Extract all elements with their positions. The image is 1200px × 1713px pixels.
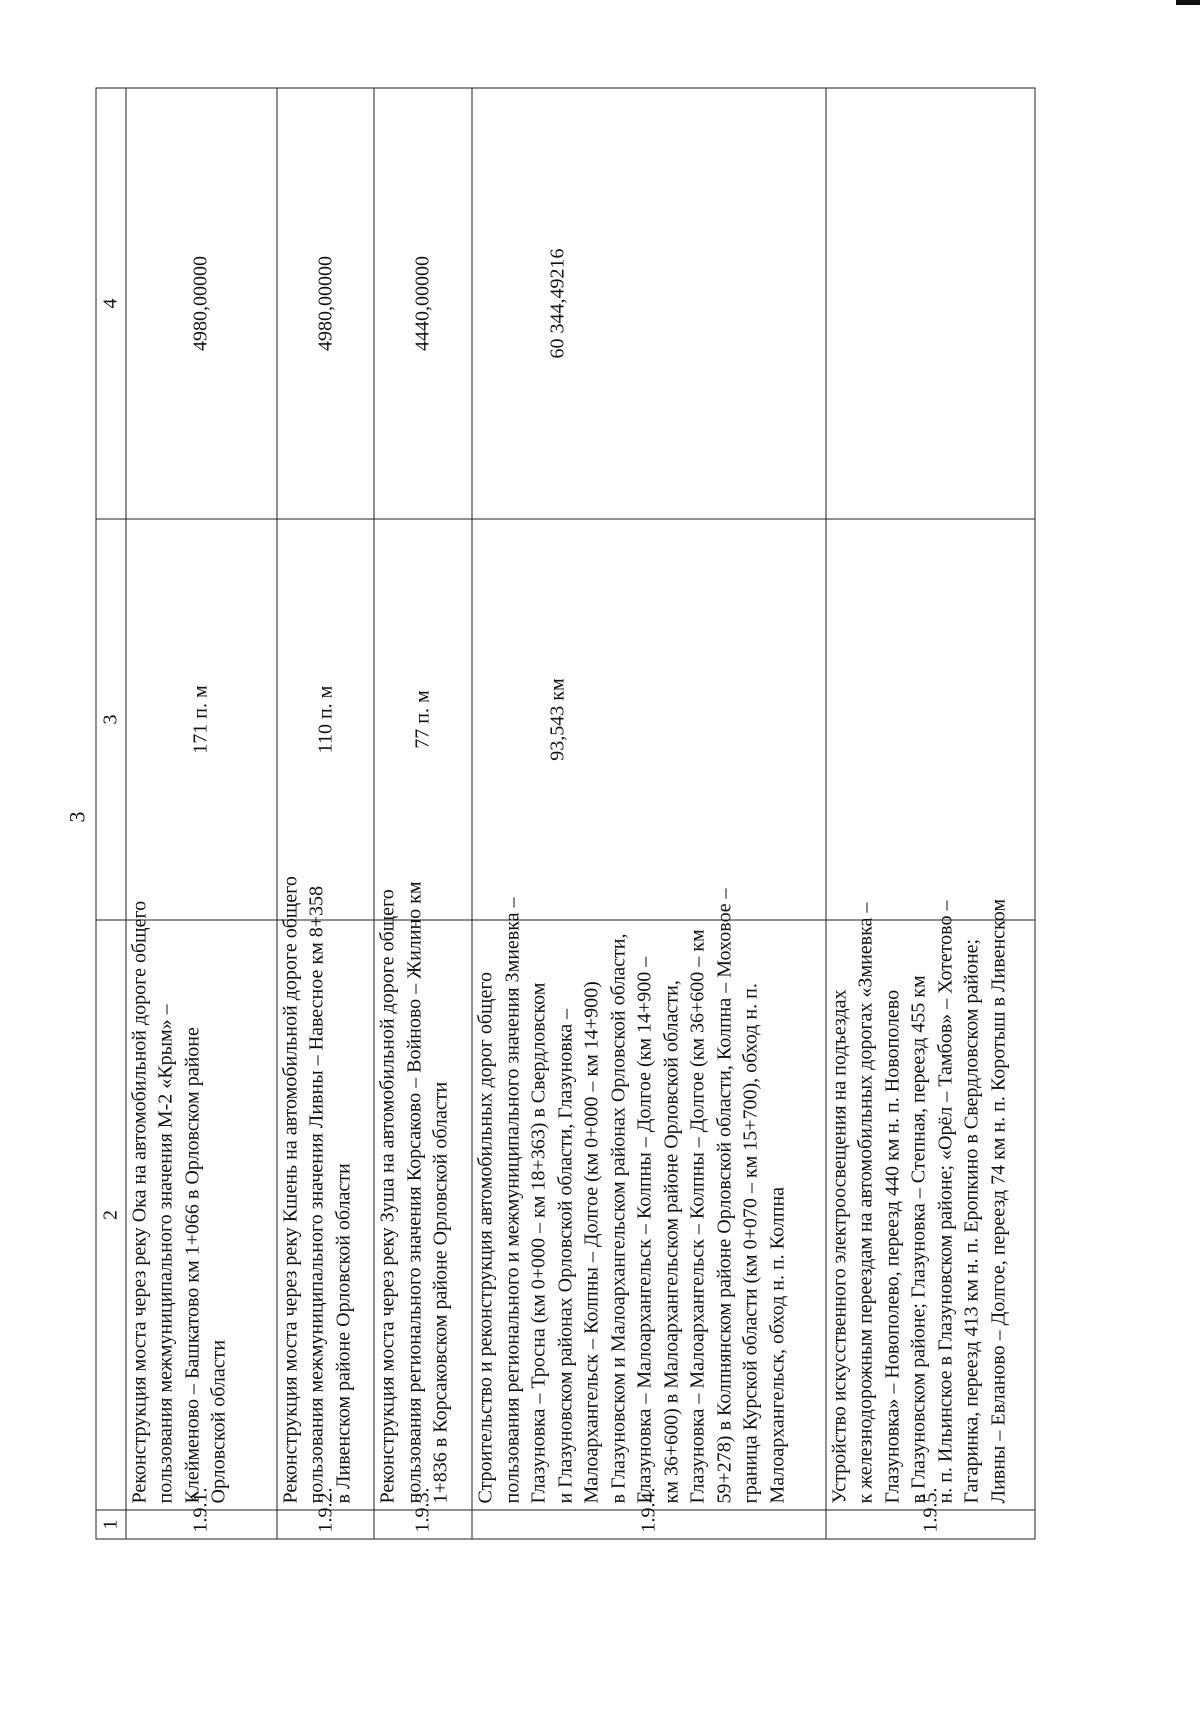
table-row bbox=[472, 88, 826, 1539]
description-line: Орловской области bbox=[207, 1339, 230, 1503]
row-amount: 4980,00000 bbox=[125, 88, 276, 519]
description-line: Малоархангельск, обход н. п. Колпна bbox=[765, 1186, 788, 1503]
row-length: 110 п. м bbox=[276, 519, 374, 920]
description-line: 1+836 в Корсаковском районе Орловской области bbox=[429, 1081, 452, 1503]
description-line: в Глазуновском и Малоархангельском районах Орловской области, bbox=[606, 933, 629, 1503]
row-number: 1.9.2. bbox=[276, 1510, 374, 1539]
row-number: 1.9.1. bbox=[125, 1510, 276, 1539]
description-line: и Глазуновском районах Орловской области, Глазуновка – bbox=[553, 1008, 576, 1503]
description-line: Глазуновка – Малоархангельск – Колпны – Долгое (км 36+600 – км bbox=[686, 928, 708, 1503]
row-amount: 4440,00000 bbox=[374, 88, 472, 519]
description-line: Устройство искусственного электроосвещения на подъездах bbox=[827, 989, 850, 1503]
header-col-4: 4 bbox=[96, 88, 126, 519]
description-line: пользования межмуниципального значения Ливны – Навесное км 8+358 bbox=[305, 885, 328, 1503]
row-description bbox=[374, 880, 472, 1510]
description-line: Реконструкция моста через реку Кшень на автомобильной дороге общего bbox=[278, 875, 301, 1503]
description-line: Глазуновка – Тросна (км 0+000 – км 18+363) в Свердловском bbox=[527, 982, 549, 1503]
description-line: к железнодорожным переездам на автомобильных дорогах «Змиевка – bbox=[854, 902, 877, 1503]
page-number: 3 bbox=[64, 811, 90, 823]
description-line: пользования регионального значения Корсаково – Войново – Жилино км bbox=[402, 880, 425, 1503]
row-length: 93,543 км bbox=[472, 519, 826, 920]
row-description bbox=[825, 898, 1034, 1510]
row-description bbox=[276, 875, 374, 1510]
description-line: Строительство и реконструкция автомобильных дорог общего bbox=[474, 971, 496, 1503]
header-row bbox=[96, 88, 126, 1539]
row-length: 171 п. м bbox=[125, 519, 276, 920]
header-col-1: 1 bbox=[96, 1510, 126, 1539]
row-number: 1.9.3. bbox=[374, 1510, 472, 1539]
description-line: Реконструкция моста через реку Зуша на автомобильной дороге общего bbox=[376, 888, 399, 1503]
description-line: в Ливенском районе Орловской области bbox=[331, 1162, 354, 1503]
projects-table bbox=[95, 87, 1035, 1539]
row-description bbox=[472, 887, 826, 1510]
description-line: пользования межмуниципального значения М-2 «Крым» – bbox=[154, 1003, 177, 1503]
table-row bbox=[374, 88, 472, 1539]
description-line: Клейменово – Башкатово км 1+066 в Орловском районе bbox=[180, 1026, 203, 1503]
description-line: 59+278) в Колпнянском районе Орловской области, Колпна – Моховое – bbox=[712, 887, 735, 1503]
row-description bbox=[125, 900, 276, 1510]
row-number: 1.9.4. bbox=[472, 1510, 826, 1539]
row-amount bbox=[825, 88, 1034, 519]
header-col-2: 2 bbox=[96, 920, 126, 1510]
description-line: Гагаринка, переезд 413 км н. п. Еропкино в Свердловском районе; bbox=[960, 938, 983, 1503]
description-line: Малоархангельск – Колпны – Долгое (км 0+000 – км 14+900) bbox=[580, 980, 602, 1503]
description-line: Реконструкция моста через реку Ока на автомобильной дороге общего bbox=[127, 900, 150, 1503]
row-length: 77 п. м bbox=[374, 519, 472, 920]
rotated-table-wrapper bbox=[95, 88, 1035, 1539]
row-length bbox=[825, 519, 1034, 920]
scan-edge-mark bbox=[1176, 0, 1200, 5]
table-row bbox=[276, 88, 374, 1539]
table-row bbox=[125, 88, 276, 1539]
description-line: в Глазуновском районе; Глазуновка – Степная, переезд 455 км bbox=[907, 974, 930, 1503]
description-line: пользования регионального и межмуниципального значения Змиевка – bbox=[500, 896, 523, 1503]
description-line: Ливны – Евланово – Долгое, переезд 74 км н. п. Коротыш в Ливенском bbox=[986, 898, 1009, 1503]
table-row bbox=[825, 88, 1034, 1539]
row-amount: 4980,00000 bbox=[276, 88, 374, 519]
description-line: н. п. Ильинское в Глазуновском районе; «Орёл – Тамбов» – Хотетово – bbox=[933, 900, 956, 1503]
description-line: Глазуновка» – Новополево, переезд 440 км н. п. Новополево bbox=[880, 989, 903, 1503]
row-number: 1.9.5. bbox=[825, 1510, 1034, 1539]
header-col-3: 3 bbox=[96, 519, 126, 920]
description-line: Глазуновка – Малоархангельск – Колпны – Долгое (км 14+900 – bbox=[633, 956, 655, 1503]
description-line: граница Курской области (км 0+070 – км 15+700), обход н. п. bbox=[739, 982, 761, 1503]
description-line: км 36+600) в Малоархангельском районе Орловской области, bbox=[659, 979, 682, 1503]
row-amount: 60 344,49216 bbox=[472, 88, 826, 519]
